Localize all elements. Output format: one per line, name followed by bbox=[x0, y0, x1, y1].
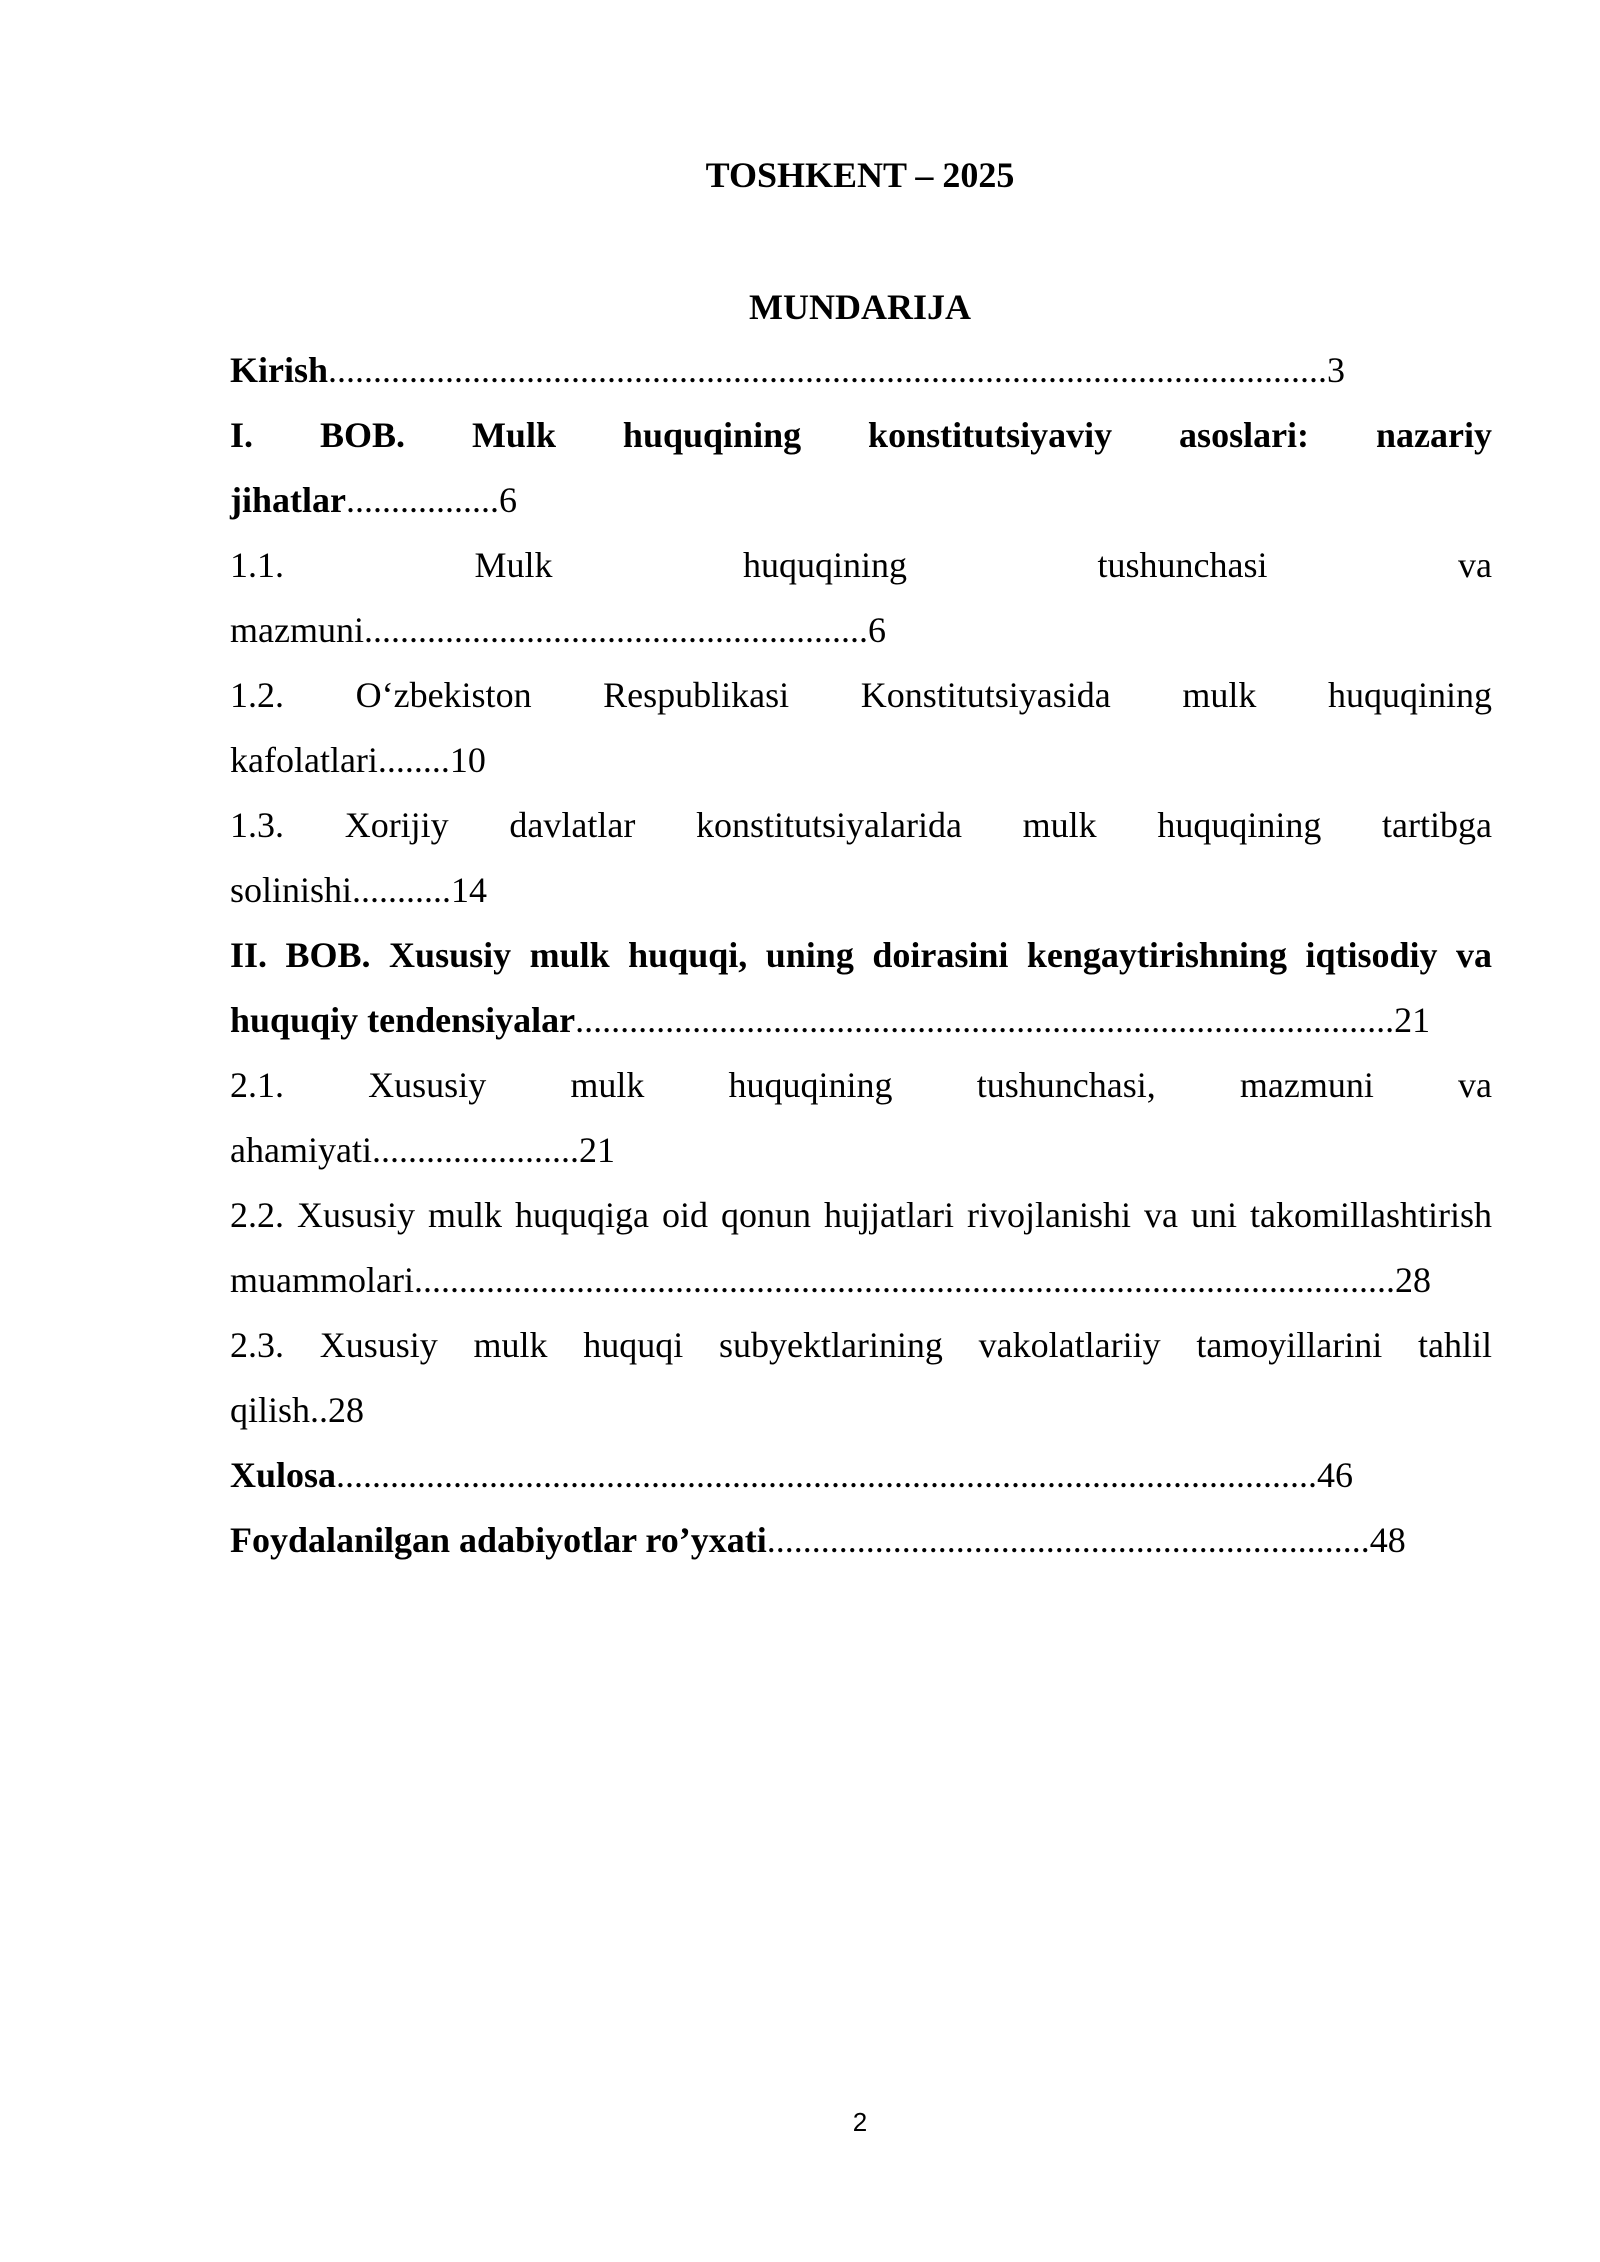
toc-entry-line: 1.2. O‘zbekiston Respublikasi Konstitutsiyasida mulk huquqining bbox=[230, 675, 1492, 715]
toc-entry-1-2 bbox=[230, 663, 1492, 793]
toc-entry-leader: .................6 bbox=[345, 480, 517, 520]
toc-entry-leader: ...................................................................48 bbox=[766, 1520, 1406, 1560]
table-of-contents bbox=[230, 338, 1492, 1573]
toc-entry-line: 1.3. Xorijiy davlatlar konstitutsiyalarida mulk huquqining tartibga bbox=[230, 805, 1492, 845]
toc-entry-leader: .............................................................................................................46 bbox=[336, 1455, 1354, 1495]
toc-entry-label: jihatlar bbox=[230, 480, 346, 520]
toc-entry-2-1 bbox=[230, 1053, 1492, 1183]
toc-entry-xulosa bbox=[230, 1443, 1492, 1508]
toc-entry-line: 1.1. Mulk huquqining tushunchasi va bbox=[230, 545, 1492, 585]
toc-entry-leader: ...........................................................................................21 bbox=[575, 1000, 1431, 1040]
city-year-heading: TOSHKENT – 2025 bbox=[705, 155, 1015, 195]
toc-entry-2-3 bbox=[230, 1313, 1492, 1443]
toc-entry-line: 2.1. Xususiy mulk huquqining tushunchasi, mazmuni va bbox=[230, 1065, 1492, 1105]
toc-entry-line: qilish..28 bbox=[230, 1390, 365, 1430]
toc-entry-line: II. BOB. Xususiy mulk huquqi, uning doirasini kengaytirishning iqtisodiy va bbox=[230, 935, 1492, 975]
toc-entry-chapter-1 bbox=[230, 403, 1492, 533]
toc-entry-line: solinishi...........14 bbox=[230, 870, 488, 910]
toc-entry-line: muammolari.............................................................................................................28 bbox=[230, 1260, 1431, 1300]
toc-entry-line: kafolatlari........10 bbox=[230, 740, 486, 780]
toc-entry-1-3 bbox=[230, 793, 1492, 923]
toc-entry-line: 2.3. Xususiy mulk huquqi subyektlarining vakolatlariiy tamoyillarini tahlil bbox=[230, 1325, 1492, 1365]
toc-entry-line: ahamiyati.......................21 bbox=[230, 1130, 615, 1170]
toc-entry-label: Kirish bbox=[230, 350, 329, 390]
toc-entry-references bbox=[230, 1508, 1492, 1573]
toc-entry-line: I. BOB. Mulk huquqining konstitutsiyaviy asoslari: nazariy bbox=[230, 415, 1492, 455]
toc-title: MUNDARIJA bbox=[749, 287, 971, 327]
toc-entry-label: huquqiy tendensiyalar bbox=[230, 1000, 576, 1040]
toc-entry-label: Xulosa bbox=[230, 1455, 337, 1495]
toc-entry-chapter-2 bbox=[230, 923, 1492, 1053]
toc-entry-kirish bbox=[230, 338, 1492, 403]
toc-entry-1-1 bbox=[230, 533, 1492, 663]
toc-entry-label: Foydalanilgan adabiyotlar ro’yxati bbox=[230, 1520, 767, 1560]
page-number: 2 bbox=[852, 2107, 868, 2137]
toc-entry-line: mazmuni........................................................6 bbox=[230, 610, 886, 650]
toc-entry-line: 2.2. Xususiy mulk huquqiga oid qonun hujjatlari rivojlanishi va uni takomillashtirish bbox=[230, 1195, 1492, 1235]
toc-entry-leader: ...............................................................................................................3 bbox=[328, 350, 1346, 390]
toc-entry-2-2 bbox=[230, 1183, 1492, 1313]
